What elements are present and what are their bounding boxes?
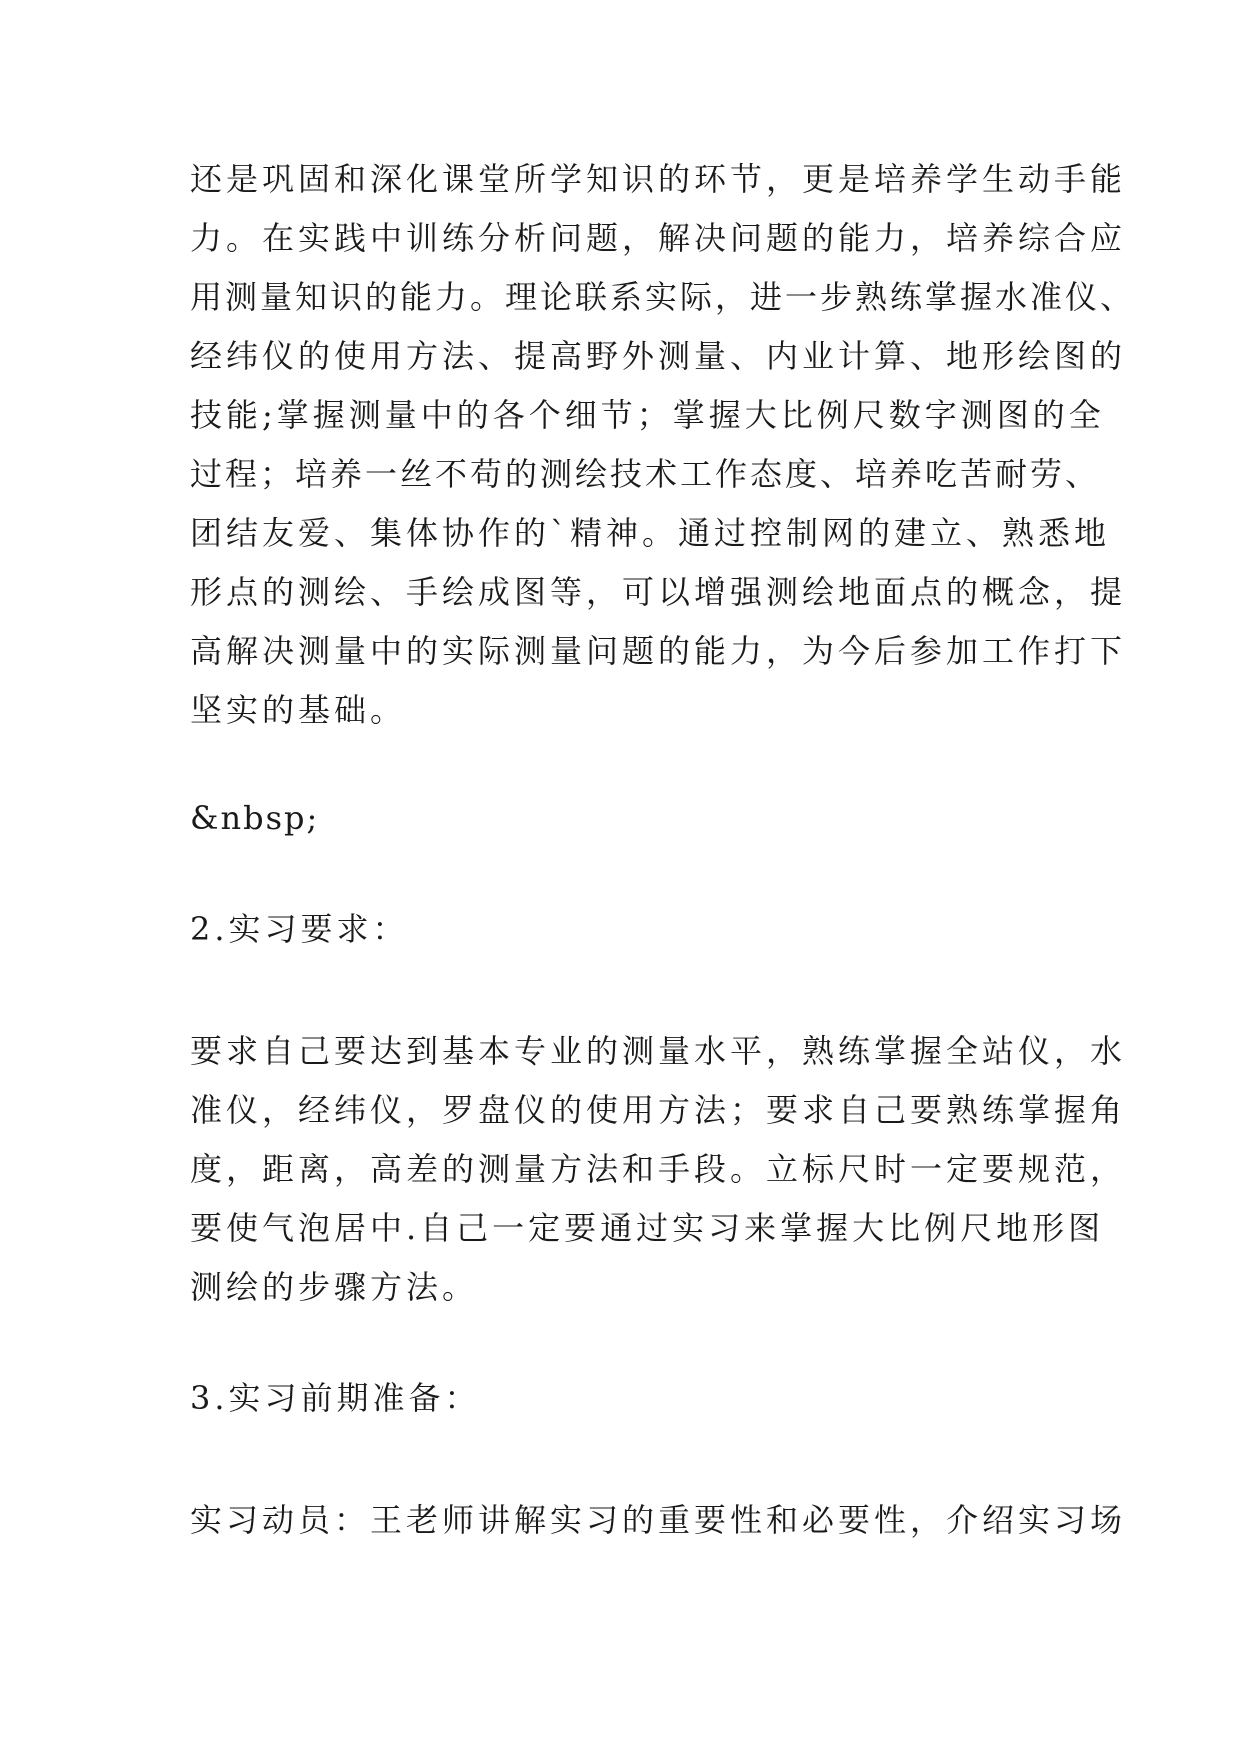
nbsp-text xyxy=(190,789,1050,848)
text-line: 过程；培养一丝不苟的测绘技术工作态度、培养吃苦耐劳、 xyxy=(190,455,1101,493)
section-title: 2.实习要求： xyxy=(190,910,409,948)
paragraph-requirements xyxy=(190,1022,1127,1317)
text-line: 坚实的基础。 xyxy=(190,691,407,729)
text-line: 经纬仪的使用方法、提高野外测量、内业计算、地形绘图的 xyxy=(190,337,1127,375)
text-line: 测绘的步骤方法。 xyxy=(190,1268,479,1306)
text-line: 度，距离，高差的测量方法和手段。立标尺时一定要规范， xyxy=(190,1150,1127,1188)
text-line: 准仪，经纬仪，罗盘仪的使用方法；要求自己要熟练掌握角 xyxy=(190,1091,1127,1129)
paragraph-practice-purpose xyxy=(190,150,1136,740)
text-line: 要求自己要达到基本专业的测量水平，熟练掌握全站仪，水 xyxy=(190,1032,1127,1070)
text-line: 要使气泡居中.自己一定要通过实习来掌握大比例尺地形图 xyxy=(190,1209,1105,1247)
section-heading-requirements xyxy=(190,900,1050,959)
text-line: 实习动员：王老师讲解实习的重要性和必要性，介绍实习场 xyxy=(190,1501,1127,1539)
section-heading-preparation xyxy=(190,1369,1050,1428)
text-line: 用测量知识的能力。理论联系实际，进一步熟练掌握水准仪、 xyxy=(190,278,1136,316)
paragraph-preparation xyxy=(190,1491,1127,1550)
text-line: 技能;掌握测量中的各个细节；掌握大比例尺数字测图的全 xyxy=(190,396,1105,434)
section-title: 3.实习前期准备： xyxy=(190,1379,481,1417)
text-line: 团结友爱、集体协作的`精神。通过控制网的建立、熟悉地 xyxy=(190,514,1111,552)
text-line: 力。在实践中训练分析问题，解决问题的能力，培养综合应 xyxy=(190,219,1127,257)
text-line: 形点的测绘、手绘成图等，可以增强测绘地面点的概念，提 xyxy=(190,573,1127,611)
text-line: 还是巩固和深化课堂所学知识的环节，更是培养学生动手能 xyxy=(190,160,1127,198)
text-line: 高解决测量中的实际测量问题的能力，为今后参加工作打下 xyxy=(190,632,1127,670)
text-line: &nbsp; xyxy=(190,799,320,837)
